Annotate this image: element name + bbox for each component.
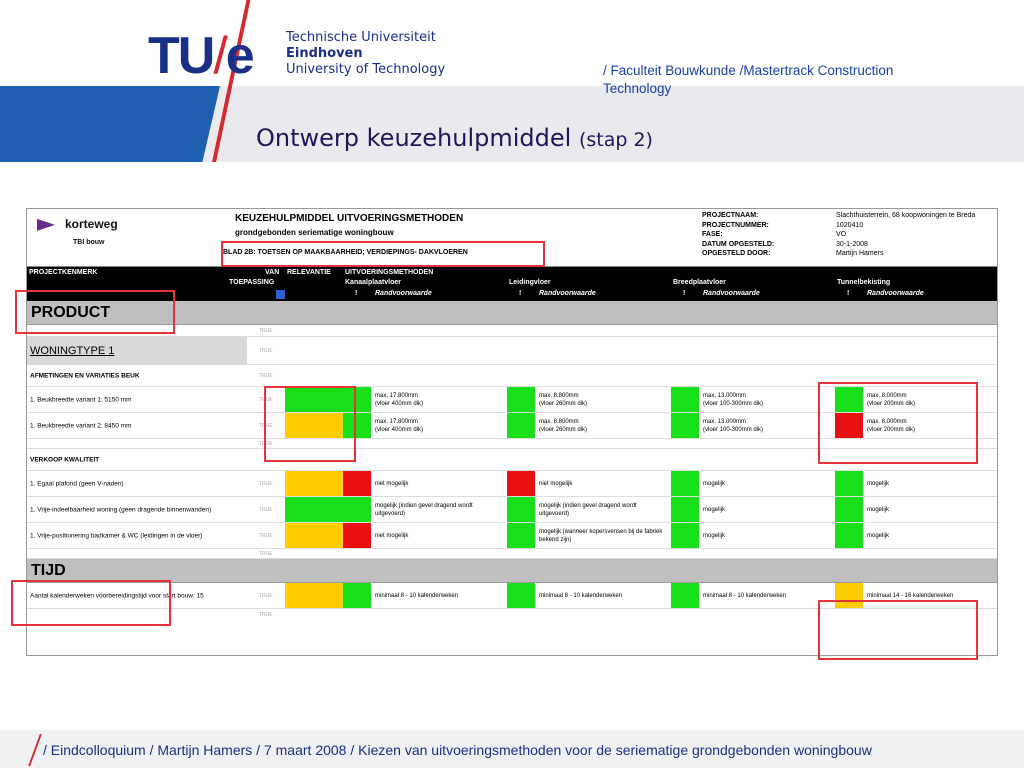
table-row: 1. Egaal plafond (geen V-naden) TRUE niet mogelijk niet mogelijk mogelijk mogelijk <box>27 471 997 497</box>
rand-1: Randvoorwaarde <box>375 290 432 297</box>
section-product: PRODUCT <box>27 301 997 325</box>
col-m1: Kanaalplaatvloer <box>345 279 402 286</box>
col-m3: Breedplaatvloer <box>673 279 726 286</box>
excl-4: ! <box>847 290 850 297</box>
table-row: TRUE <box>27 549 997 559</box>
blue-wedge <box>0 86 220 162</box>
excl-1: ! <box>355 290 358 297</box>
col-relevantie: RELEVANTIE <box>287 269 331 276</box>
col-m4: Tunnelbekisting <box>837 279 891 286</box>
col-m2: Leidingvloer <box>509 279 551 286</box>
table-row: 1. Vrije-positionering badkamer & WC (leidingen in de vloer) TRUE niet mogelijk mogelijk (wanneer kopersvensen bij de fabriek bekend zijn) mogelijk mogelijk <box>27 523 997 549</box>
page-title: Ontwerp keuzehulpmiddel (stap 2) <box>256 124 653 152</box>
highlight-tunnel-tijd <box>818 600 978 660</box>
col-kenmerk: PROJECTKENMERK <box>29 269 98 276</box>
table-row: 1. Vrije-indeelbaarheid woning (geen dragende binnenwanden) TRUE mogelijk (indien gevel dragend wordt uitgevoerd) mogelijk (indien gevel dragend wordt uitgevoerd) mogelijk mogelijk <box>27 497 997 523</box>
faculty-text: / Faculteit Bouwkunde /Mastertrack Construction Technology <box>603 63 894 96</box>
table-row: WONINGTYPE 1 TRUE <box>27 337 997 365</box>
korteweg-logo: korteweg <box>37 217 118 231</box>
sheet-subtitle: grondgebonden seriematige woningbouw <box>235 228 394 237</box>
highlight-relevance <box>264 386 356 462</box>
col-toepassing: TOEPASSING <box>229 279 275 286</box>
sheet-title: KEUZEHULPMIDDEL UITVOERINGSMETHODEN <box>235 213 464 224</box>
rand-2: Randvoorwaarde <box>539 290 596 297</box>
excl-2: ! <box>519 290 522 297</box>
table-row: TRUE <box>27 439 997 449</box>
table-row: 1. Beukbreedte variant 2: 8450 mm TRUE max. 17.800mm (vloer 400mm dik) max. 8.800mm (vloer 260mm dik) max. 13.000mm (vloer 100-300mm dik) max. 8.000mm (vloer 200mm dik) <box>27 413 997 439</box>
table-row: TRUE <box>259 612 273 618</box>
table-row: TRUE <box>27 325 997 337</box>
company-sub: TBI bouw <box>73 239 105 246</box>
excl-3: ! <box>683 290 686 297</box>
col-van: VAN <box>265 269 280 276</box>
footer-text: / Eindcolloquium / Martijn Hamers / 7 maart 2008 / Kiezen van uitvoeringsmethoden voor de seriematige grondgebonden woningbouw <box>43 742 872 758</box>
highlight-tunnel <box>818 382 978 464</box>
col-methoden: UITVOERINGSMETHODEN <box>345 269 434 276</box>
highlight-tijd <box>11 580 171 626</box>
tue-logo: TU/e <box>148 27 253 85</box>
rand-3: Randvoorwaarde <box>703 290 760 297</box>
highlight-product <box>15 290 175 334</box>
footer-slash <box>28 734 42 766</box>
section-tijd: TIJD <box>27 559 997 583</box>
table-row: 1. Beukbreedte variant 1: 5150 mm TRUE max. 17.800mm (vloer 400mm dik) max. 8.800mm (vloer 260mm dik) max. 13.000mm (vloer 100-300mm dik) max. 8.000mm (vloer 200mm dik) <box>27 387 997 413</box>
sheet-blad: BLAD 2B: TOETSEN OP MAAKBAARHEID; VERDIEPINGS- DAKVLOEREN <box>223 249 468 256</box>
table-row: VERKOOP KWALITEIT <box>27 449 997 471</box>
footer <box>0 730 1024 768</box>
highlight-blad <box>221 241 545 267</box>
project-info: PROJECTNAAM: Slachthuisterrein, 68 koopwoningen te Breda PROJECTNUMMER: 1020410 FASE: VO DATUM OPGESTELD: 30-1-2008 OPGESTELD DOOR: Martijn Hamers <box>702 212 976 257</box>
table-row: Aantal kalenderweken voorbereidingstijd voor start bouw: 15 TRUE minimaal 8 - 10 kalenderweken minimaal 8 - 10 kalenderweken minimaal 8 - 10 kalenderweken minimaal 14 - 16 kalenderweken <box>27 583 997 609</box>
dropdown-icon[interactable] <box>276 290 285 299</box>
table-row: AFMETINGEN EN VARIATIES BEUK TRUE <box>27 365 997 387</box>
korteweg-arrow-icon <box>37 219 55 231</box>
rand-4: Randvoorwaarde <box>867 290 924 297</box>
university-name: Technische Universiteit Eindhoven University of Technology <box>286 30 446 77</box>
